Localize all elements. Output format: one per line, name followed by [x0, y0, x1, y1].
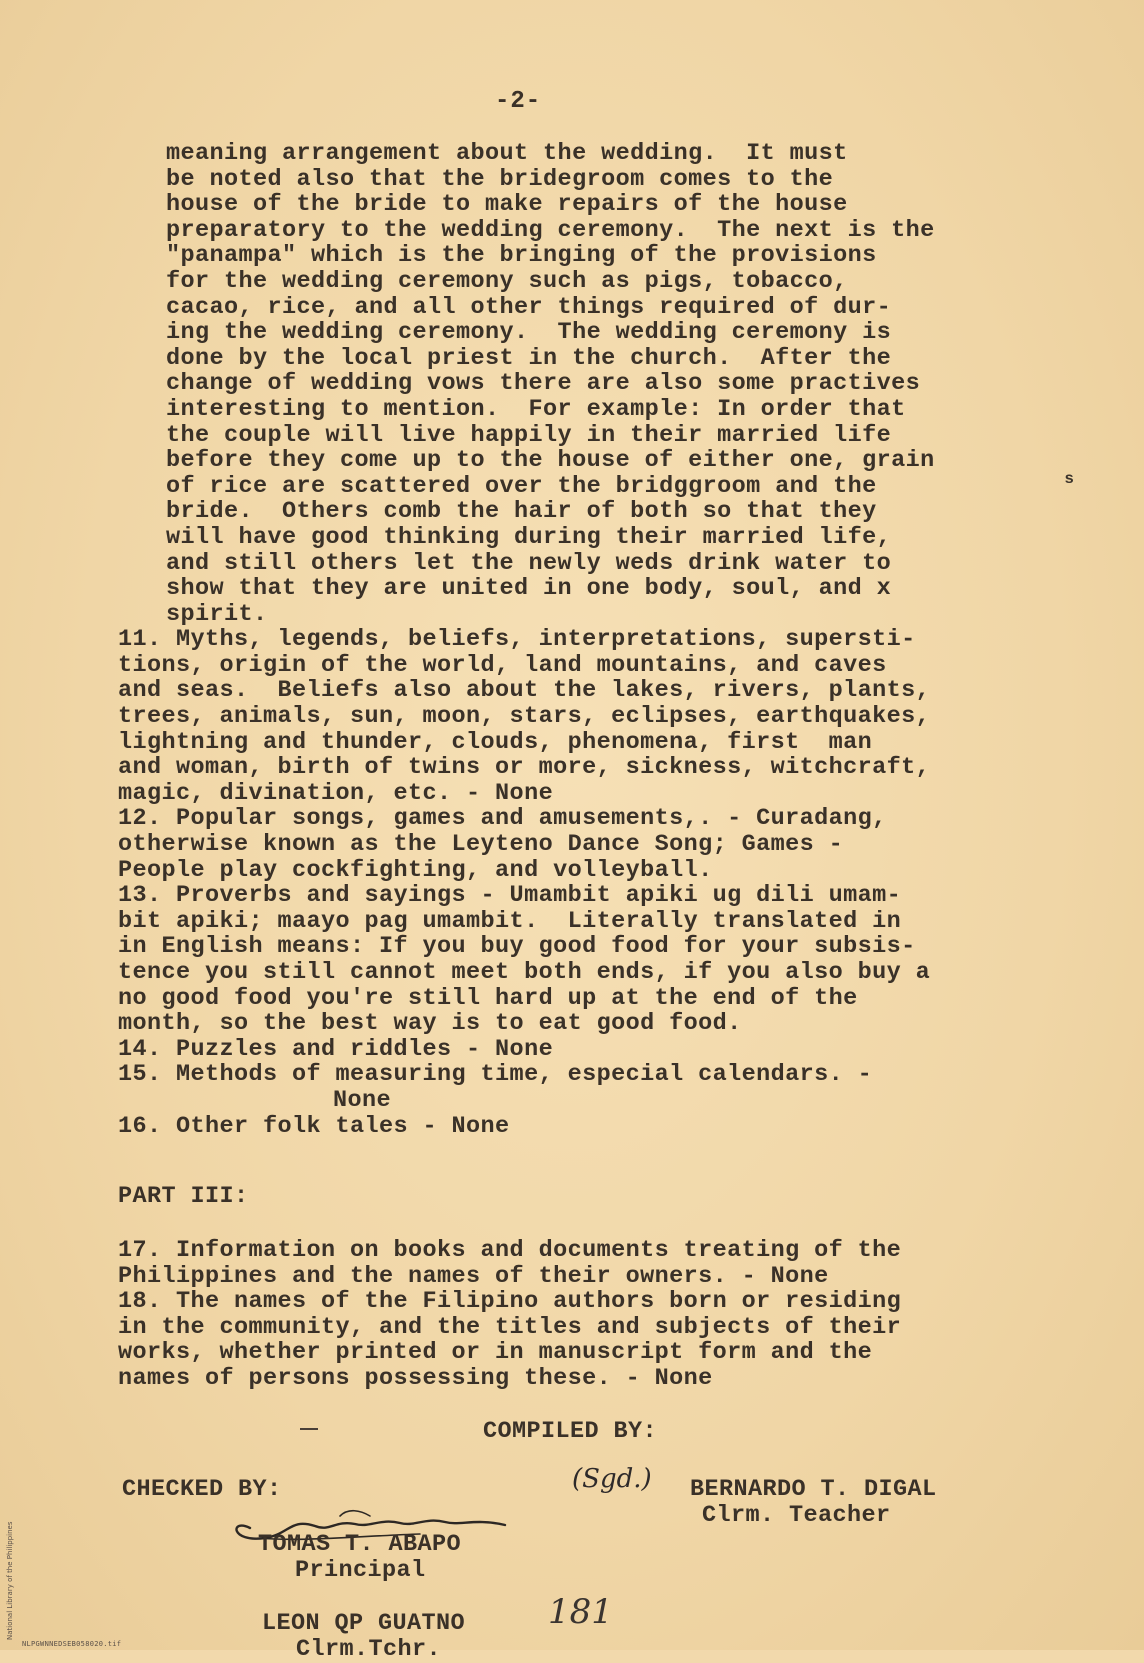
- principal-name: TOMAS T. ABAPO: [258, 1531, 462, 1558]
- part3-paragraph: [118, 1237, 1078, 1391]
- handwritten-page-marker: 181: [548, 1592, 613, 1632]
- text-line: before they come up to the house of either one, grain: [166, 447, 935, 475]
- text-line: will have good thinking during their married life,: [166, 523, 892, 551]
- text-line: Philippines and the names of their owners. - None: [118, 1262, 829, 1290]
- text-line: change of wedding vows there are also some practives: [166, 370, 921, 398]
- page-number: -2-: [495, 88, 542, 115]
- text-line: trees, animals, sun, moon, stars, eclipses, earthquakes,: [118, 703, 931, 731]
- text-line: 11. Myths, legends, beliefs, interpretations, supersti-: [118, 626, 916, 654]
- text-line: 13. Proverbs and sayings - Umambit apiki ug dili umam-: [118, 882, 902, 910]
- text-line: bride. Others comb the hair of both so that they: [166, 498, 877, 526]
- text-line: otherwise known as the Leyteno Dance Song; Games -: [118, 831, 844, 859]
- text-line: spirit.: [166, 600, 268, 628]
- text-line: 12. Popular songs, games and amusements,. - Curadang,: [118, 805, 887, 833]
- text-line: tence you still cannot meet both ends, if you also buy a: [118, 959, 931, 986]
- text-line: "panampa" which is the bringing of the provisions: [166, 242, 877, 270]
- text-line: 15. Methods of measuring time, especial calendars. -: [118, 1061, 873, 1089]
- text-line: be noted also that the bridegroom comes to the: [166, 165, 834, 193]
- text-line: no good food you're still hard up at the end of the: [118, 984, 858, 1012]
- text-line: ing the wedding ceremony. The wedding ceremony is: [166, 319, 892, 347]
- dash-mark: [300, 1428, 318, 1430]
- archive-filename: NLPGWNNEDSEB058020.tif: [22, 1640, 122, 1648]
- text-line: preparatory to the wedding ceremony. The next is the: [166, 216, 935, 244]
- text-line: of rice are scattered over the bridggroom and the: [166, 472, 877, 500]
- text-line: in the community, and the titles and subjects of their: [118, 1313, 902, 1341]
- text-line: meaning arrangement about the wedding. It must: [166, 140, 848, 167]
- text-line: 14. Puzzles and riddles - None: [118, 1035, 554, 1063]
- text-line: cacao, rice, and all other things required of dur-: [166, 293, 892, 321]
- text-line: month, so the best way is to eat good food.: [118, 1010, 742, 1038]
- compiler-name: BERNARDO T. DIGAL: [690, 1476, 937, 1503]
- compiled-by-label: COMPILED BY:: [483, 1418, 658, 1445]
- part-heading: PART III:: [118, 1183, 249, 1210]
- text-line: house of the bride to make repairs of the house: [166, 191, 848, 219]
- text-line: done by the local priest in the church. After the: [166, 344, 892, 372]
- text-line: tions, origin of the world, land mountains, and caves: [118, 651, 887, 679]
- margin-mark: s: [1064, 470, 1074, 488]
- text-line: names of persons possessing these. - None: [118, 1364, 713, 1392]
- text-line: and still others let the newly weds drink water to: [166, 549, 892, 577]
- signed-mark: (Sgd.): [572, 1464, 652, 1494]
- text-line: for the wedding ceremony such as pigs, tobacco,: [166, 267, 848, 295]
- archive-side-label: National Library of the Philippines: [6, 1521, 14, 1640]
- text-line: bit apiki; maayo pag umambit. Literally translated in: [118, 907, 902, 935]
- compiler-title: Clrm. Teacher: [702, 1502, 891, 1529]
- text-line: works, whether printed or in manuscript form and the: [118, 1339, 873, 1367]
- text-line: 18. The names of the Filipino authors born or residing: [118, 1288, 902, 1316]
- text-line: lightning and thunder, clouds, phenomena, first man: [118, 728, 873, 756]
- text-line: in English means: If you buy good food for your subsis-: [118, 933, 916, 961]
- teacher-title: Clrm.Tchr.: [296, 1636, 442, 1663]
- checked-by-label: CHECKED BY:: [122, 1476, 282, 1503]
- text-line: the couple will live happily in their married life: [166, 421, 892, 449]
- text-line: 16. Other folk tales - None: [118, 1112, 510, 1140]
- text-line: None: [333, 1086, 392, 1114]
- continuation-paragraph: [118, 140, 1078, 1138]
- principal-title: Principal: [295, 1557, 426, 1584]
- teacher-name: LEON QP GUATNO: [262, 1610, 466, 1637]
- text-line: People play cockfighting, and volleyball.: [118, 856, 713, 884]
- text-line: and seas. Beliefs also about the lakes, rivers, plants,: [118, 677, 931, 705]
- text-line: and woman, birth of twins or more, sickness, witchcraft,: [118, 754, 931, 782]
- text-line: show that they are united in one body, soul, and x: [166, 575, 892, 603]
- text-line: magic, divination, etc. - None: [118, 779, 554, 807]
- text-line: 17. Information on books and documents treating of the: [118, 1237, 902, 1264]
- text-line: interesting to mention. For example: In order that: [166, 395, 906, 423]
